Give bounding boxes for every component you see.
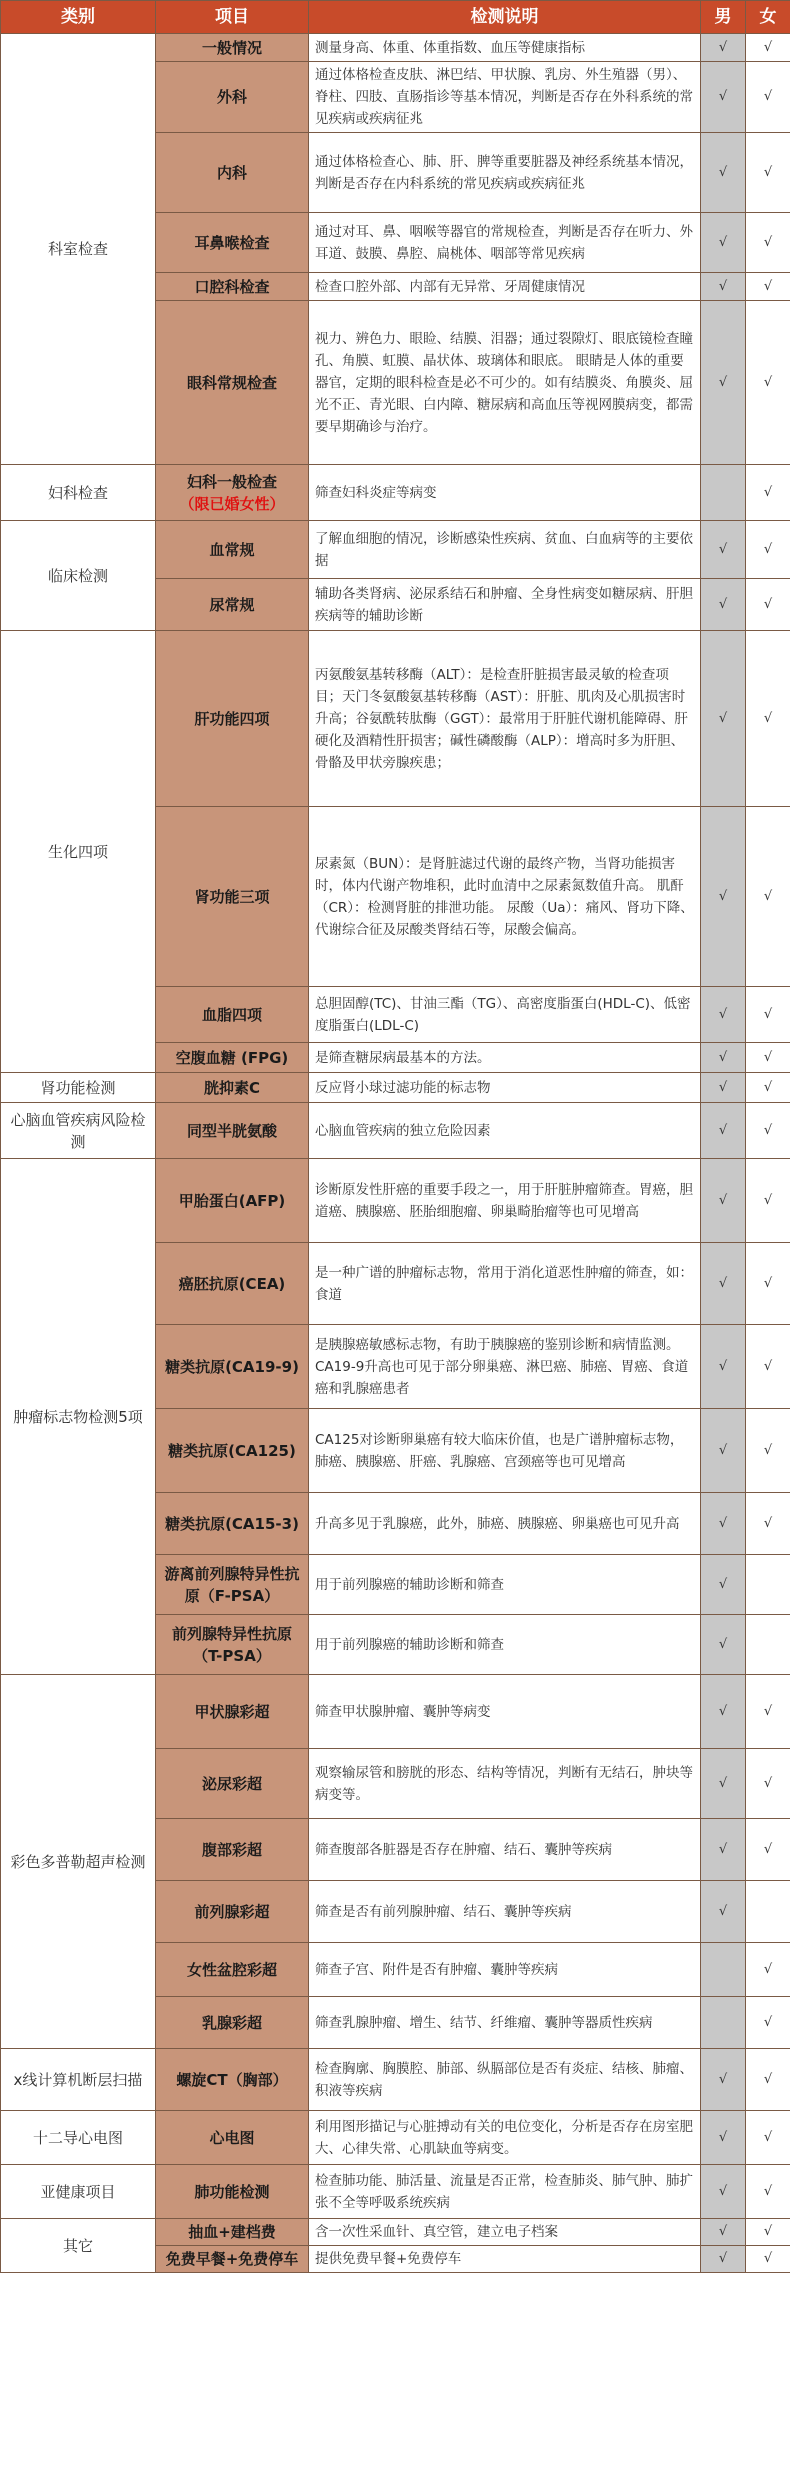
male-mark: √ [701,631,746,807]
header-category: 类别 [1,1,156,34]
item-name: 螺旋CT（胸部） [176,2070,288,2089]
table-row [1,465,790,521]
male-mark: √ [701,1409,746,1493]
male-mark [701,1997,746,2049]
male-mark: √ [701,1819,746,1881]
table-row [1,1159,790,1243]
item-cell [156,1159,309,1243]
item-name: 前列腺特异性抗原（T-PSA） [171,1624,292,1665]
female-mark: √ [746,301,790,465]
table-row [1,2049,790,2111]
description-cell: 是胰腺癌敏感标志物，有助于胰腺癌的鉴别诊断和病情监测。CA19-9升高也可见于部分卵巢癌、淋巴癌、肺癌、胃癌、食道癌和乳腺癌患者 [309,1325,701,1409]
item-name: 女性盆腔彩超 [186,1960,277,1979]
female-mark: √ [746,579,790,631]
male-mark: √ [701,62,746,133]
female-mark: √ [746,213,790,273]
item-name: 血常规 [209,540,255,559]
item-name: 肺功能检测 [194,2182,270,2201]
item-cell [156,2165,309,2219]
description-cell: 筛查甲状腺肿瘤、囊肿等病变 [309,1675,701,1749]
description-cell: 心脑血管疾病的独立危险因素 [309,1103,701,1159]
female-mark: √ [746,1243,790,1325]
description-cell: 筛查子宫、附件是否有肿瘤、囊肿等疾病 [309,1943,701,1997]
female-mark: √ [746,1103,790,1159]
male-mark: √ [701,987,746,1043]
item-cell [156,213,309,273]
category-cell: 肿瘤标志物检测5项 [1,1159,156,1675]
female-mark: √ [746,987,790,1043]
item-name: 同型半胱氨酸 [186,1121,277,1140]
item-name: 内科 [216,163,247,182]
item-cell [156,1675,309,1749]
female-mark [746,1555,790,1615]
male-mark [701,1943,746,1997]
item-name: 泌尿彩超 [201,1774,262,1793]
item-cell [156,62,309,133]
description-cell: 筛查妇科炎症等病变 [309,465,701,521]
male-mark: √ [701,579,746,631]
item-cell [156,631,309,807]
description-cell: 利用图形描记与心脏搏动有关的电位变化，分析是否存在房室肥大、心律失常、心肌缺血等病变。 [309,2111,701,2165]
description-cell: 筛查是否有前列腺肿瘤、结石、囊肿等疾病 [309,1881,701,1943]
description-cell: 筛查乳腺肿瘤、增生、结节、纤维瘤、囊肿等器质性疾病 [309,1997,701,2049]
description-cell: 检查肺功能、肺活量、流量是否正常，检查肺炎、肺气肿、肺扩张不全等呼吸系统疾病 [309,2165,701,2219]
item-name: 胱抑素C [203,1078,260,1097]
female-mark: √ [746,631,790,807]
item-cell [156,579,309,631]
female-mark: √ [746,1073,790,1103]
female-mark: √ [746,807,790,987]
description-cell: 了解血细胞的情况，诊断感染性疾病、贫血、白血病等的主要依据 [309,521,701,579]
male-mark: √ [701,1243,746,1325]
female-mark: √ [746,2219,790,2246]
item-name: 妇科一般检查 [186,472,277,491]
header-row [1,1,790,34]
item-name: 糖类抗原(CA19-9) [165,1357,299,1376]
table-row [1,2165,790,2219]
table-row [1,2111,790,2165]
female-mark: √ [746,1675,790,1749]
item-name: 心电图 [209,2128,255,2147]
table-row [1,521,790,579]
category-cell: 其它 [1,2219,156,2273]
item-cell [156,807,309,987]
female-mark [746,1615,790,1675]
header-description: 检测说明 [309,1,701,34]
item-name: 甲胎蛋白(AFP) [178,1191,286,1210]
male-mark: √ [701,1615,746,1675]
table-row [1,1103,790,1159]
male-mark: √ [701,2246,746,2273]
item-name: 癌胚抗原(CEA) [178,1274,286,1293]
male-mark: √ [701,1675,746,1749]
female-mark: √ [746,1409,790,1493]
male-mark: √ [701,1493,746,1555]
female-mark: √ [746,1997,790,2049]
female-mark: √ [746,2246,790,2273]
male-mark: √ [701,2165,746,2219]
item-note: （限已婚女性） [179,494,285,513]
item-cell [156,301,309,465]
female-mark: √ [746,1493,790,1555]
item-cell [156,1243,309,1325]
item-name: 眼科常规检查 [186,373,277,392]
male-mark: √ [701,1325,746,1409]
male-mark [701,465,746,521]
description-cell: 反应肾小球过滤功能的标志物 [309,1073,701,1103]
description-cell: 通过对耳、鼻、咽喉等器官的常规检查，判断是否存在听力、外耳道、鼓膜、鼻腔、扁桃体、咽部等常见疾病 [309,213,701,273]
item-cell [156,273,309,301]
category-cell: 亚健康项目 [1,2165,156,2219]
male-mark: √ [701,34,746,62]
table-row [1,2219,790,2246]
item-name: 前列腺彩超 [194,1902,270,1921]
female-mark: √ [746,62,790,133]
item-cell [156,1103,309,1159]
male-mark: √ [701,133,746,213]
female-mark: √ [746,521,790,579]
item-cell [156,1493,309,1555]
description-cell: 通过体格检查皮肤、淋巴结、甲状腺、乳房、外生殖器（男）、脊柱、四肢、直肠指诊等基本情况，判断是否存在外科系统的常见疾病或疾病征兆 [309,62,701,133]
item-cell [156,1043,309,1073]
table-row [1,34,790,62]
female-mark: √ [746,2049,790,2111]
item-name: 糖类抗原(CA15-3) [165,1514,299,1533]
male-mark: √ [701,1073,746,1103]
description-cell: 测量身高、体重、体重指数、血压等健康指标 [309,34,701,62]
item-name: 糖类抗原(CA125) [168,1441,296,1460]
item-cell [156,1997,309,2049]
item-cell [156,1615,309,1675]
table-row [1,1675,790,1749]
header-item: 项目 [156,1,309,34]
female-mark: √ [746,1159,790,1243]
description-cell: 尿素氮（BUN）：是肾脏滤过代谢的最终产物，当肾功能损害时，体内代谢产物堆积，此时血清中之尿素氮数值升高。 肌酐（CR）：检测肾脏的排泄功能。 尿酸（Ua）：痛风、肾功下降、代谢综合征及尿酸类肾结石等，尿酸会偏高。 [309,807,701,987]
description-cell: 用于前列腺癌的辅助诊断和筛查 [309,1555,701,1615]
description-cell: 提供免费早餐+免费停车 [309,2246,701,2273]
male-mark: √ [701,807,746,987]
item-cell [156,1819,309,1881]
item-name: 甲状腺彩超 [194,1702,270,1721]
female-mark: √ [746,1749,790,1819]
item-name: 一般情况 [201,38,262,57]
description-cell: 视力、辨色力、眼睑、结膜、泪器；通过裂隙灯、眼底镜检查瞳孔、角膜、虹膜、晶状体、玻璃体和眼底。 眼睛是人体的重要器官，定期的眼科检查是必不可少的。如有结膜炎、角膜炎、屈光不正、青光眼、白内障、糖尿病和高血压等视网膜病变，都需要早期确诊与治疗。 [309,301,701,465]
item-cell [156,1881,309,1943]
item-name: 乳腺彩超 [201,2013,262,2032]
category-cell: 生化四项 [1,631,156,1073]
item-name: 肝功能四项 [194,709,270,728]
item-cell [156,465,309,521]
description-cell: 辅助各类肾病、泌尿系结石和肿瘤、全身性病变如糖尿病、肝胆疾病等的辅助诊断 [309,579,701,631]
male-mark: √ [701,2049,746,2111]
item-cell [156,2111,309,2165]
item-name: 外科 [216,88,247,106]
item-cell [156,987,309,1043]
table-body [1,34,790,2273]
description-cell: CA125对诊断卵巢癌有较大临床价值，也是广谱肿瘤标志物，肺癌、胰腺癌、肝癌、乳腺癌、宫颈癌等也可见增高 [309,1409,701,1493]
category-cell: 心脑血管疾病风险检测 [1,1103,156,1159]
female-mark: √ [746,2111,790,2165]
category-cell: 临床检测 [1,521,156,631]
description-cell: 含一次性采血针、真空管，建立电子档案 [309,2219,701,2246]
male-mark: √ [701,1749,746,1819]
male-mark: √ [701,1043,746,1073]
item-name: 肾功能三项 [194,887,270,906]
category-cell: 肾功能检测 [1,1073,156,1103]
header-female: 女 [746,1,790,34]
category-cell: 十二导心电图 [1,2111,156,2165]
male-mark: √ [701,521,746,579]
category-cell: 彩色多普勒超声检测 [1,1675,156,2049]
table-row [1,1073,790,1103]
female-mark: √ [746,34,790,62]
male-mark: √ [701,301,746,465]
male-mark: √ [701,1103,746,1159]
male-mark: √ [701,1555,746,1615]
description-cell: 筛查腹部各脏器是否存在肿瘤、结石、囊肿等疾病 [309,1819,701,1881]
item-name: 口腔科检查 [194,277,270,296]
description-cell: 丙氨酸氨基转移酶（ALT）：是检查肝脏损害最灵敏的检查项目；天门冬氨酸氨基转移酶（AST）：肝脏、肌肉及心肌损害时升高；谷氨酰转肽酶（GGT）：最常用于肝脏代谢机能障碍、肝硬化及酒精性肝损害；碱性磷酸酶（ALP）：增高时多为肝胆、骨骼及甲状旁腺疾患； [309,631,701,807]
item-name: 游离前列腺特异性抗原（F-PSA） [164,1564,300,1605]
item-cell [156,2219,309,2246]
item-cell [156,1325,309,1409]
item-cell [156,1555,309,1615]
male-mark: √ [701,1159,746,1243]
female-mark: √ [746,1325,790,1409]
female-mark: √ [746,1819,790,1881]
female-mark: √ [746,465,790,521]
description-cell: 是筛查糖尿病最基本的方法。 [309,1043,701,1073]
item-cell [156,133,309,213]
item-name: 免费早餐+免费停车 [165,2250,299,2268]
item-cell [156,2049,309,2111]
item-name: 尿常规 [209,595,255,614]
item-name: 抽血+建档费 [188,2223,276,2241]
female-mark: √ [746,1043,790,1073]
female-mark: √ [746,133,790,213]
description-cell: 检查胸廓、胸膜腔、肺部、纵膈部位是否有炎症、结核、肺瘤、积液等疾病 [309,2049,701,2111]
male-mark: √ [701,2111,746,2165]
description-cell: 观察输尿管和膀胱的形态、结构等情况，判断有无结石，肿块等病变等。 [309,1749,701,1819]
item-cell [156,34,309,62]
item-cell [156,521,309,579]
description-cell: 诊断原发性肝癌的重要手段之一，用于肝脏肿瘤筛查。胃癌，胆道癌、胰腺癌、胚胎细胞瘤、卵巢畸胎瘤等也可见增高 [309,1159,701,1243]
description-cell: 是一种广谱的肿瘤标志物，常用于消化道恶性肿瘤的筛查，如：食道 [309,1243,701,1325]
female-mark: √ [746,273,790,301]
item-name: 腹部彩超 [201,1840,262,1859]
item-name: 耳鼻喉检查 [194,233,270,252]
male-mark: √ [701,1881,746,1943]
table-row [1,631,790,807]
item-cell [156,1409,309,1493]
category-cell: 妇科检查 [1,465,156,521]
item-name: 血脂四项 [201,1005,262,1024]
header-male: 男 [701,1,746,34]
item-name: 空腹血糖 (FPG) [175,1048,289,1067]
male-mark: √ [701,2219,746,2246]
description-cell: 通过体格检查心、肺、肝、脾等重要脏器及神经系统基本情况，判断是否存在内科系统的常见疾病或疾病征兆 [309,133,701,213]
item-cell [156,2246,309,2273]
male-mark: √ [701,273,746,301]
item-cell [156,1749,309,1819]
category-cell: x线计算机断层扫描 [1,2049,156,2111]
description-cell: 总胆固醇(TC)、甘油三酯（TG）、高密度脂蛋白(HDL-C)、低密度脂蛋白(LDL-C) [309,987,701,1043]
description-cell: 升高多见于乳腺癌，此外，肺癌、胰腺癌、卵巢癌也可见升高 [309,1493,701,1555]
female-mark [746,1881,790,1943]
female-mark: √ [746,2165,790,2219]
category-cell: 科室检查 [1,34,156,465]
description-cell: 检查口腔外部、内部有无异常、牙周健康情况 [309,273,701,301]
item-cell [156,1073,309,1103]
female-mark: √ [746,1943,790,1997]
description-cell: 用于前列腺癌的辅助诊断和筛查 [309,1615,701,1675]
item-cell [156,1943,309,1997]
male-mark: √ [701,213,746,273]
